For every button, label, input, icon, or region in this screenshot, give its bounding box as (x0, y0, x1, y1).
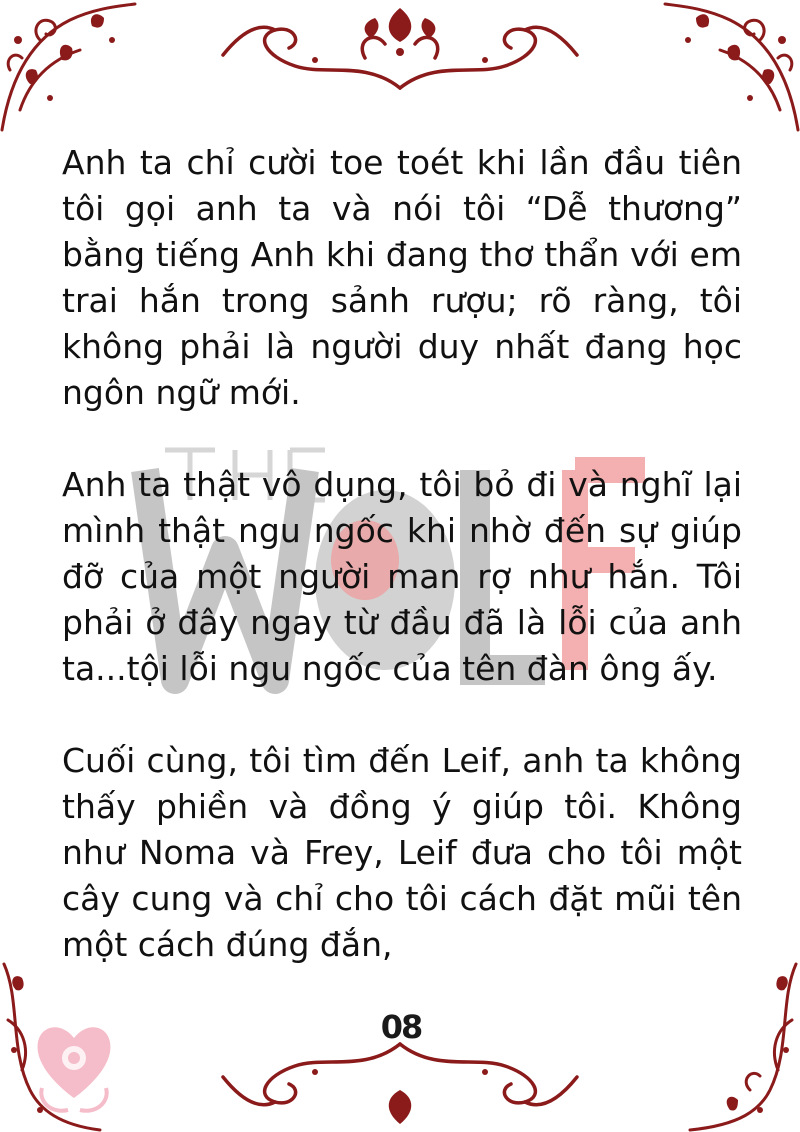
story-text-block (62, 140, 742, 1014)
page-number: 08 (380, 1008, 422, 1046)
story-paragraph-2: Anh ta thật vô dụng, tôi bỏ đi và nghĩ lại mình thật ngu ngốc khi nhờ đến sự giúp đỡ của một người man rợ như hắn. Tôi phải ở đây ngay từ đầu đã là lỗi của anh ta...tội lỗi ngu ngốc của tên đàn ông ấy. (62, 465, 742, 688)
bottom-flourish-ornament (215, 1040, 585, 1132)
story-paragraph-1: Anh ta chỉ cười toe toét khi lần đầu tiên tôi gọi anh ta và nói tôi “Dễ thương” bằng tiếng Anh khi đang thơ thẩn với em trai hắn trong sảnh rượu; rõ ràng, tôi không phải là người duy nhất đang học ngôn ngữ mới. (62, 143, 742, 412)
top-flourish-ornament (215, 0, 585, 92)
top-left-corner-ornament (0, 0, 140, 140)
pink-scanlation-logo (28, 1018, 120, 1118)
top-right-corner-ornament (660, 0, 800, 140)
story-paragraph-3: Cuối cùng, tôi tìm đến Leif, anh ta không thấy phiền và đồng ý giúp tôi. Không như Noma và Frey, Leif đưa cho tôi một cây cung và chỉ cho tôi cách đặt mũi tên một cách đúng đắn, (62, 741, 742, 964)
